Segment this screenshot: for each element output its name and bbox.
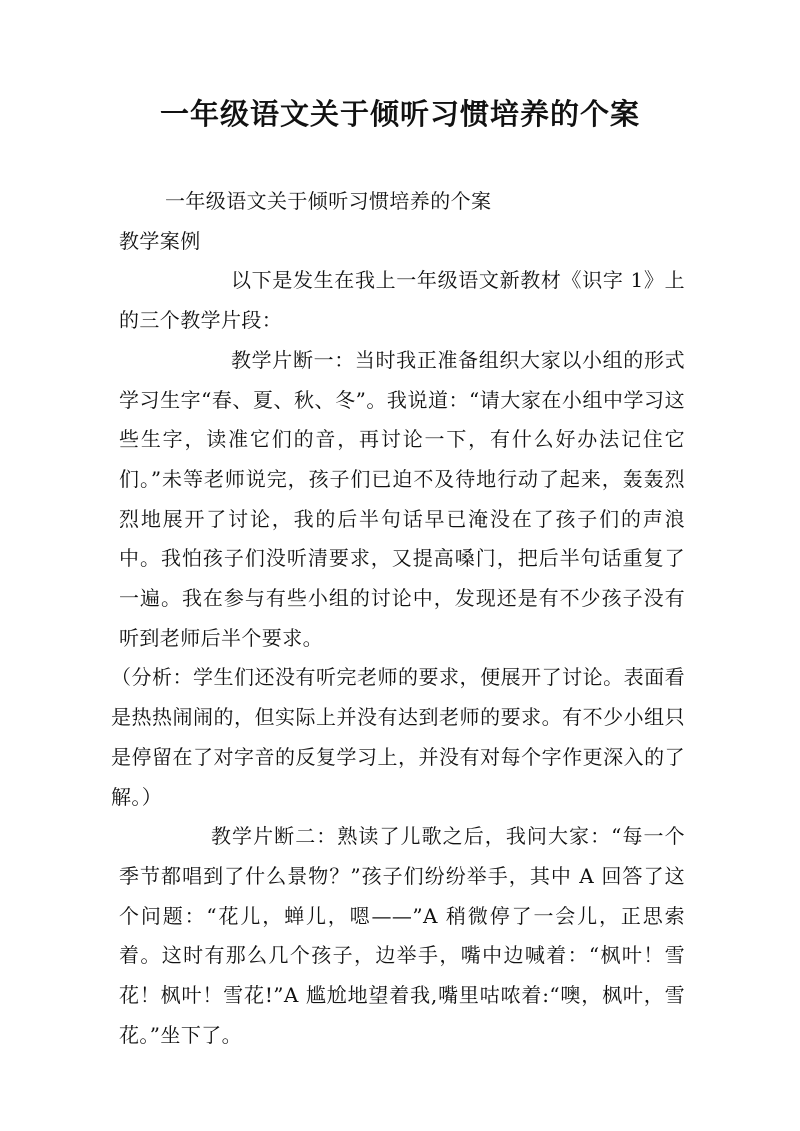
paragraph-analysis: （分析：学生们还没有听完老师的要求，便展开了讨论。表面看是热热闹闹的，但实际上并没有达到老师的要求。有不少小组只是停留在了对字音的反复学习上，并没有对每个字作更深入的了解。） [111,665,685,809]
paragraph-segment-two: 教学片断二：熟读了儿歌之后，我问大家：“每一个季节都唱到了什么景物？”孩子们纷纷举手，其中 A 回答了这个问题：“花儿，蝉儿，嗯——”A 稍微停了一会儿，正思索着。这时有那么几个孩子，边举手，嘴中边喊着：“枫叶！雪花！枫叶！雪花!”A 尴尬地望着我,嘴里咕哝着:“噢，枫叶，雪花。”坐下了。 [119,824,685,1047]
document-title: 一年级语文关于倾听习惯培养的个案 [159,97,640,131]
section-label: 教学案例 [119,228,201,253]
document-subtitle: 一年级语文关于倾听习惯培养的个案 [165,189,492,213]
paragraph-intro: 以下是发生在我上一年级语文新教材《识字 1》上的三个教学片段： [119,268,685,333]
document-body [111,182,685,1055]
paragraph-segment-one: 教学片断一：当时我正准备组织大家以小组的形式学习生字“春、夏、秋、冬”。我说道：“请大家在小组中学习这些生字，读准它们的音，再讨论一下，有什么好办法记住它们。”未等老师说完，孩子们已迫不及待地行动了起来，轰轰烈烈地展开了讨论，我的后半句话早已淹没在了孩子们的声浪中。我怕孩子们没听清要求，又提高嗓门，把后半句话重复了一遍。我在参与有些小组的讨论中，发现还是有不少孩子没有听到老师后半个要求。 [119,347,685,650]
